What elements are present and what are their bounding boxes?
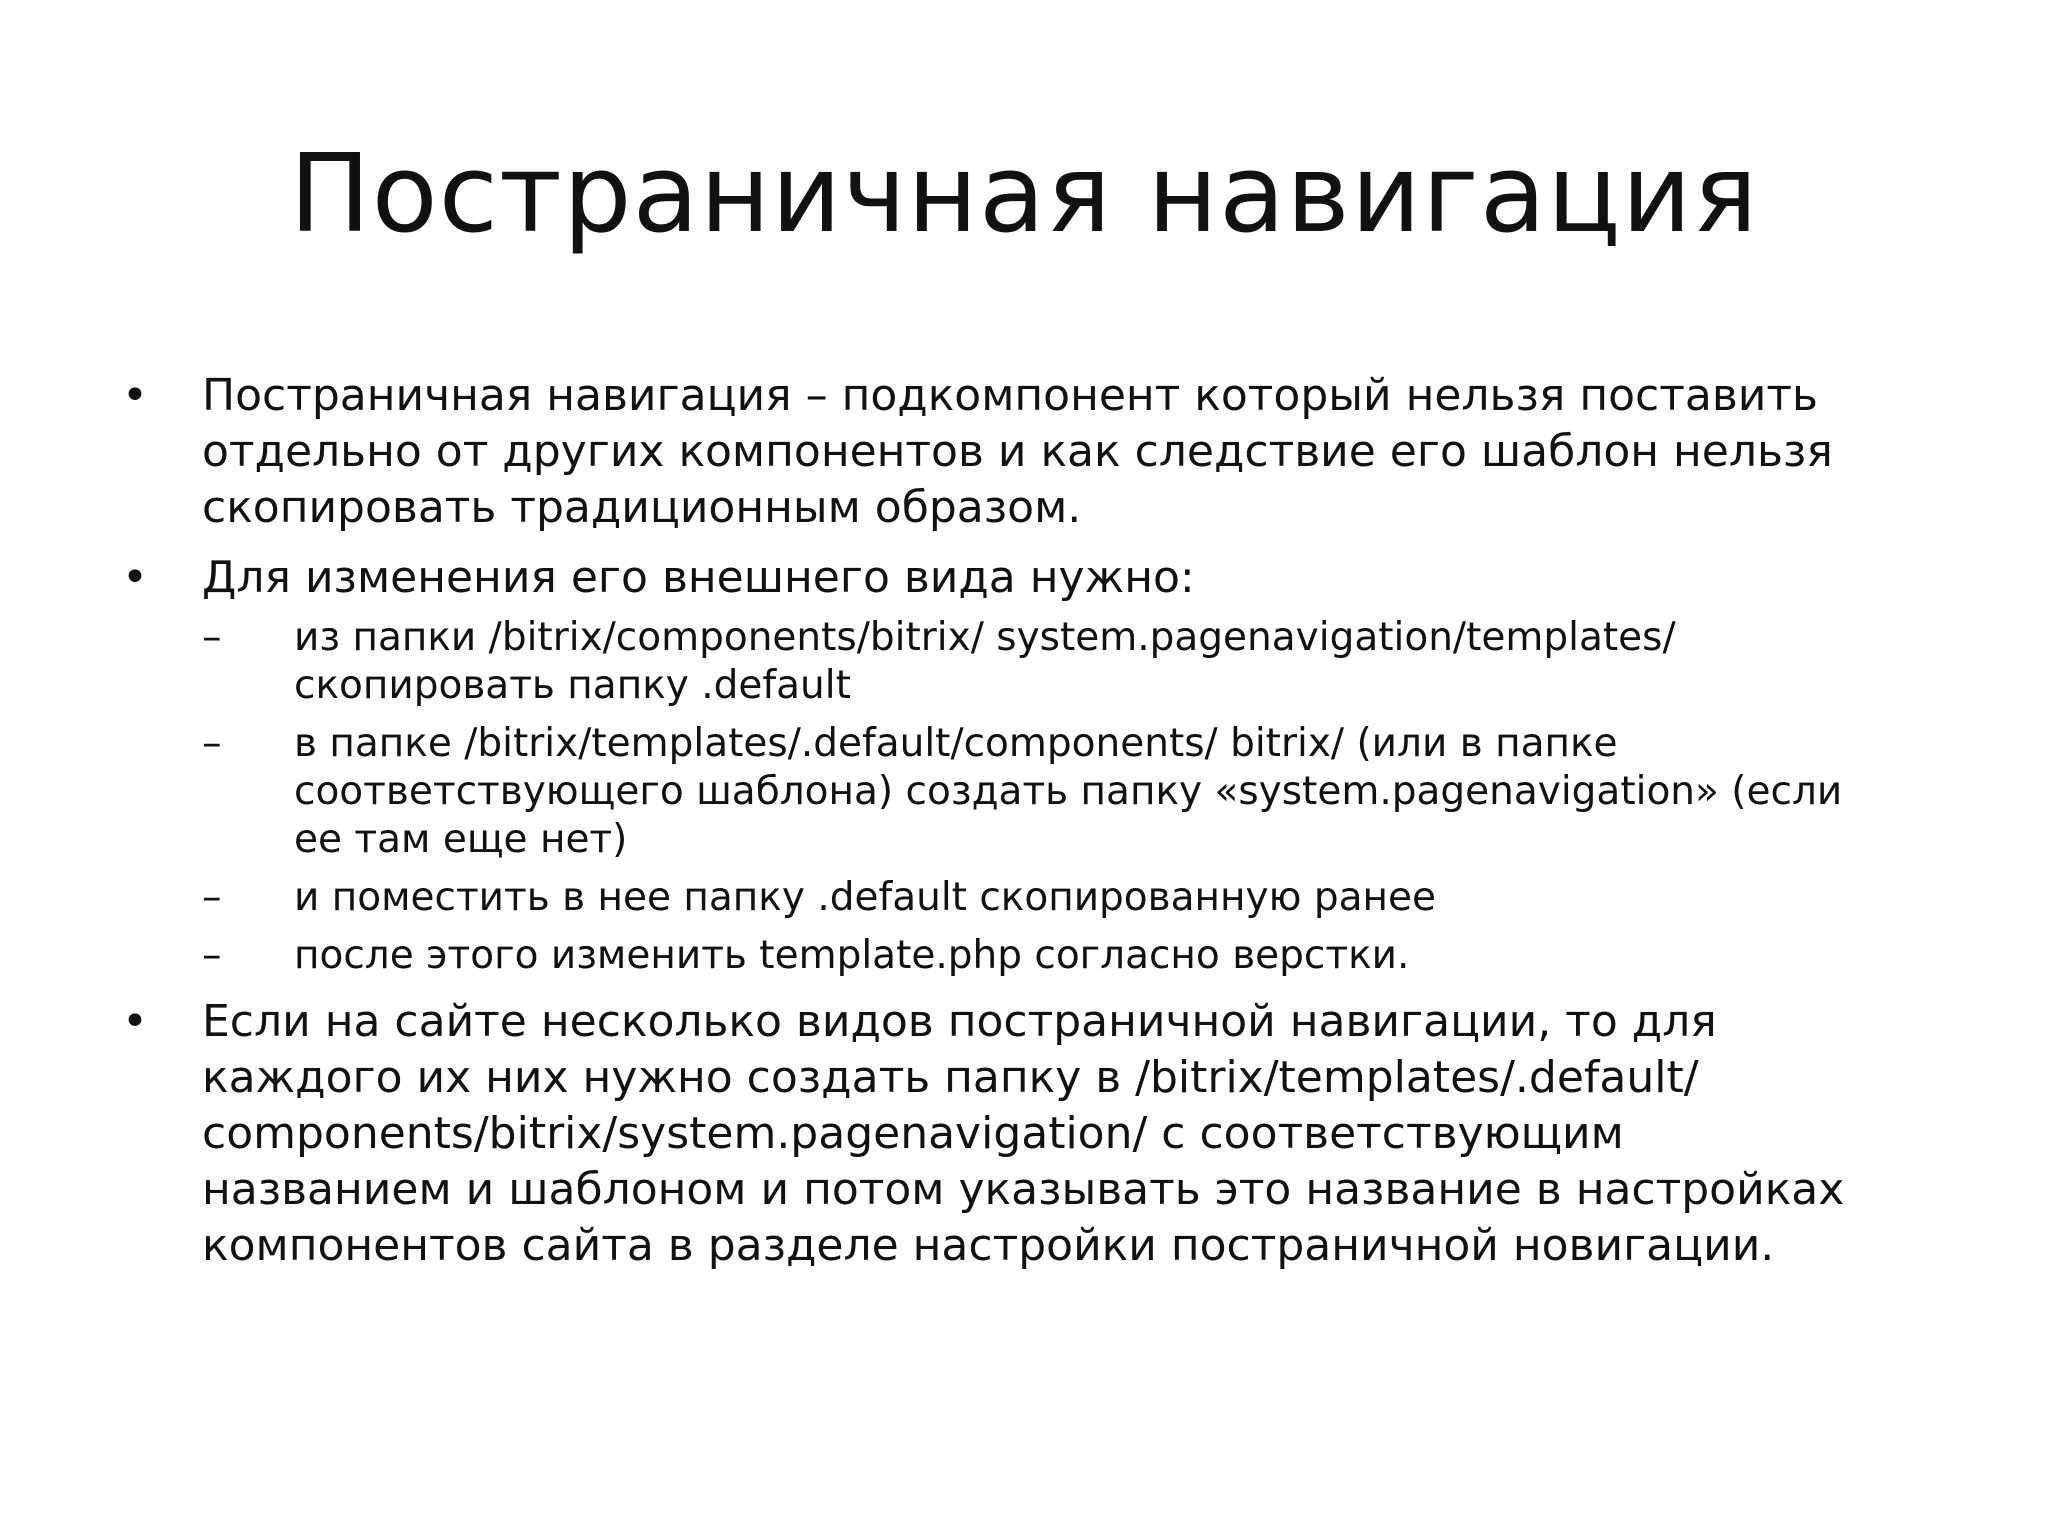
dash-marker: – bbox=[202, 721, 222, 766]
sub-2-line-2: соответствующего шаблона) создать папку «system.pagenavigation» (если bbox=[294, 769, 1843, 814]
bullet-3-line-5: компонентов сайта в разделе настройки постраничной новигации. bbox=[202, 1220, 1775, 1271]
bullet-marker: • bbox=[122, 552, 148, 603]
dash-marker: – bbox=[202, 615, 222, 660]
sub-2-line-1: в папке /bitrix/templates/.default/components/ bitrix/ (или в папке bbox=[294, 721, 1618, 766]
sub-4-line-1: после этого изменить template.php согласно верстки. bbox=[294, 933, 1410, 978]
bullet-2-line-1: Для изменения его внешнего вида нужно: bbox=[202, 552, 1195, 603]
sub-3-line-1: и поместить в нее папку .default скопированную ранее bbox=[294, 875, 1436, 920]
slide-title: Постраничная навигация bbox=[289, 132, 1759, 257]
dash-marker: – bbox=[202, 875, 222, 920]
dash-marker: – bbox=[202, 933, 222, 978]
bullet-item-3 bbox=[120, 994, 1940, 1274]
bullet-1-line-3: скопировать традиционным образом. bbox=[202, 482, 1082, 533]
bullet-3-line-2: каждого их них нужно создать папку в /bitrix/templates/.default/ bbox=[202, 1052, 1699, 1103]
sub-item-1 bbox=[202, 614, 1940, 710]
bullet-3-line-4: названием и шаблоном и потом указывать это название в настройках bbox=[202, 1164, 1845, 1215]
sub-1-line-2: скопировать папку .default bbox=[294, 663, 851, 708]
bullet-1-line-2: отдельно от других компонентов и как следствие его шаблон нельзя bbox=[202, 426, 1833, 477]
bullet-marker: • bbox=[122, 370, 148, 421]
sub-2-line-3: ее там еще нет) bbox=[294, 817, 628, 862]
sub-1-line-1: из папки /bitrix/components/bitrix/ system.pagenavigation/templates/ bbox=[294, 615, 1676, 660]
slide-content bbox=[120, 368, 1940, 1274]
bullet-3-line-3: components/bitrix/system.pagenavigation/ с соответствующим bbox=[202, 1108, 1624, 1159]
sub-item-4 bbox=[202, 932, 1940, 980]
bullet-1-line-1: Постраничная навигация – подкомпонент который нельзя поставить bbox=[202, 370, 1818, 421]
bullet-3-line-1: Если на сайте несколько видов постраничной навигации, то для bbox=[202, 996, 1717, 1047]
sub-item-3 bbox=[202, 874, 1940, 922]
sub-list bbox=[202, 614, 1940, 980]
bullet-item-1 bbox=[120, 368, 1940, 536]
bullet-item-2 bbox=[120, 550, 1940, 980]
bullet-marker: • bbox=[122, 996, 148, 1047]
sub-item-2 bbox=[202, 720, 1940, 864]
